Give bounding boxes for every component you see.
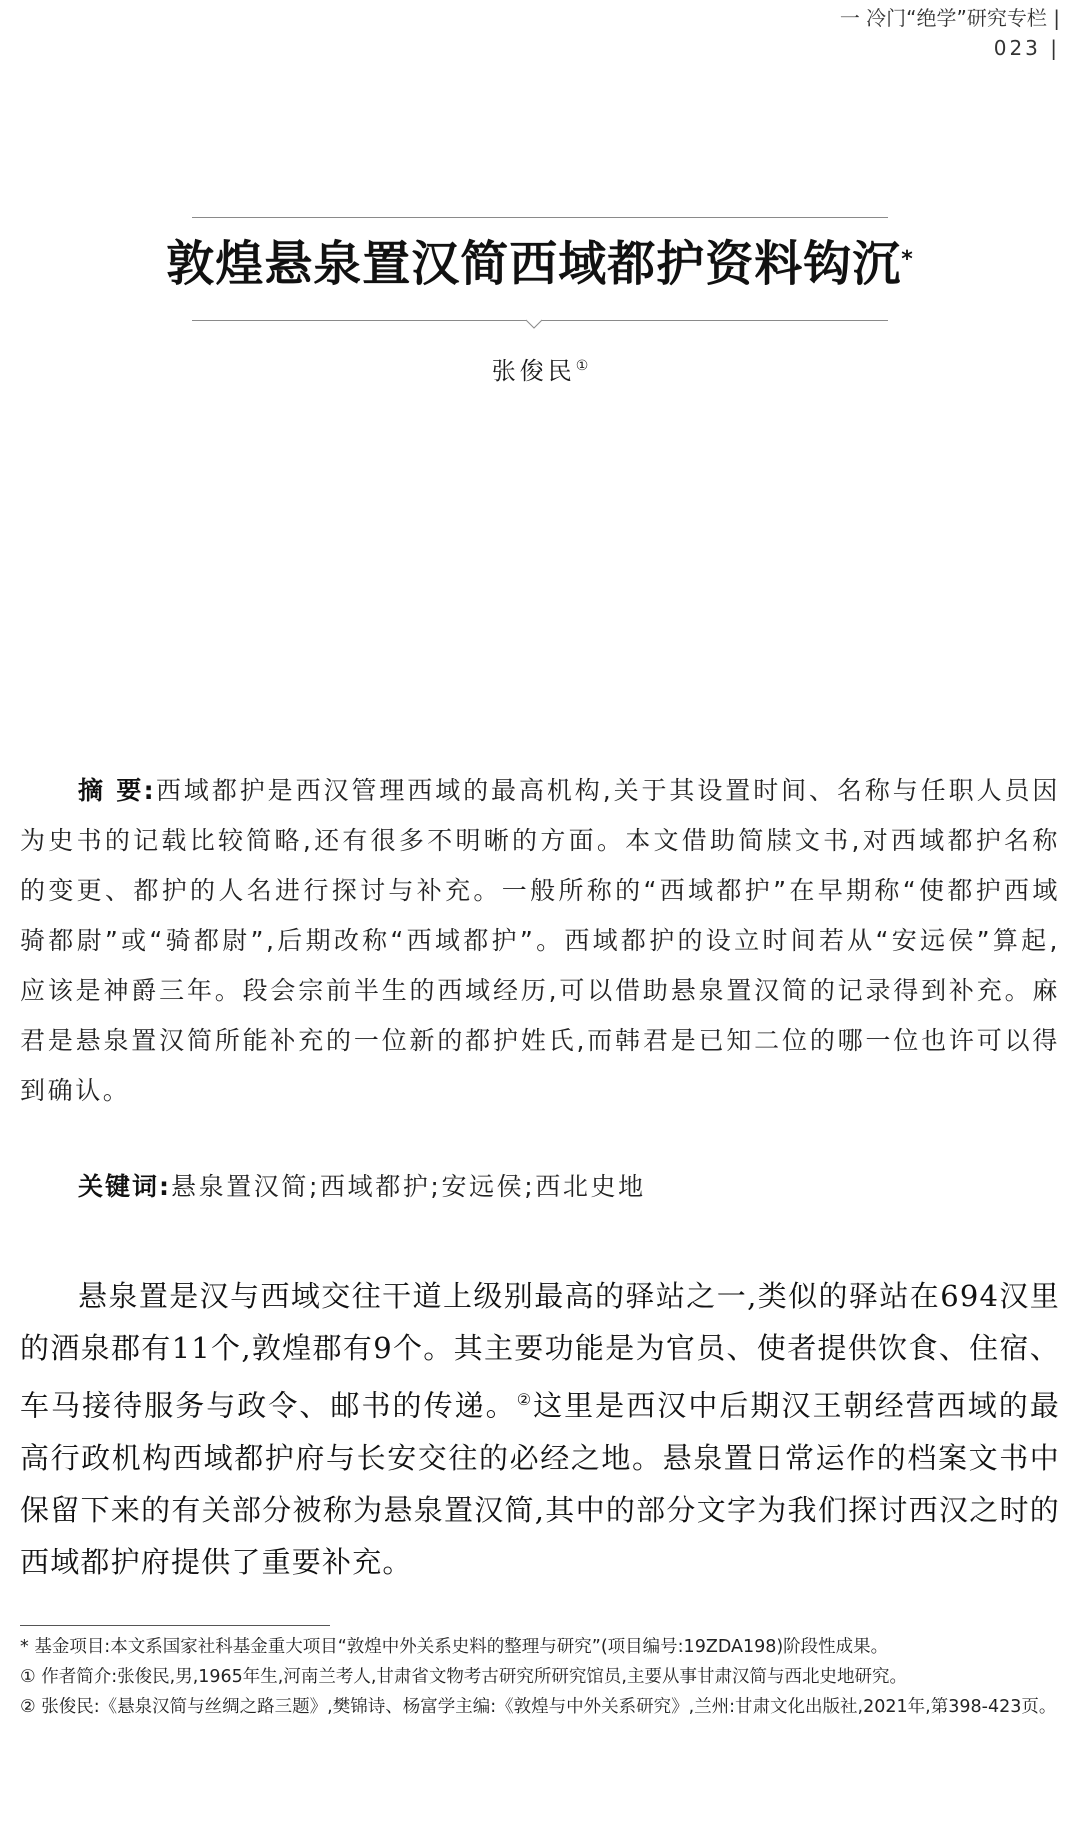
title-rule-top <box>192 217 888 218</box>
running-header: 一 冷门“绝学”研究专栏 | <box>839 6 1060 30</box>
article-title <box>0 232 1080 296</box>
author-line <box>0 350 1080 387</box>
abstract <box>20 766 1060 1116</box>
title-footnote-mark: * <box>901 247 914 272</box>
body-text-part2: 这里是西汉中后期汉王朝经营西域的最高行政机构西域都护府与长安交往的必经之地。悬泉置日常运作的档案文书中保留下来的有关部分被称为悬泉置汉简,其中的部分文字为我们探讨西汉之时的西域都护府提供了重要补充。 <box>20 1388 1060 1579</box>
body-paragraph <box>20 1270 1060 1588</box>
author-name: 张俊民 <box>491 357 576 385</box>
footnote-reference: ② 张俊民:《悬泉汉简与丝绸之路三题》,樊锦诗、杨富学主编:《敦煌与中外关系研究》,兰州:甘肃文化出版社,2021年,第398-423页。 <box>20 1697 1057 1717</box>
keywords-label: 关键词: <box>78 1172 171 1201</box>
footnote-funding: * 基金项目:本文系国家社科基金重大项目“敦煌中外关系史料的整理与研究”(项目编号:19ZDA198)阶段性成果。 <box>20 1637 889 1657</box>
article-title-text: 敦煌悬泉置汉简西域都护资料钩沉 <box>166 236 902 292</box>
title-rule-notch <box>526 314 542 330</box>
abstract-label: 摘 要: <box>78 776 156 805</box>
body-footnote-mark: ② <box>516 1390 534 1409</box>
keywords <box>20 1162 1060 1212</box>
footnotes <box>20 1632 1060 1722</box>
author-footnote-mark: ① <box>575 358 589 374</box>
body-text-part1: 悬泉置是汉与西域交往干道上级别最高的驿站之一,类似的驿站在694汉里的酒泉郡有11个,敦煌郡有9个。其主要功能是为官员、使者提供饮食、住宿、车马接待服务与政令、邮书的传递。 <box>20 1279 1060 1423</box>
keywords-text: 悬泉置汉简;西域都护;安远侯;西北史地 <box>171 1172 646 1201</box>
footnote-divider <box>20 1625 330 1626</box>
abstract-text: 西域都护是西汉管理西域的最高机构,关于其设置时间、名称与任职人员因为史书的记载比较简略,还有很多不明晰的方面。本文借助简牍文书,对西域都护名称的变更、都护的人名进行探讨与补充。一般所称的“西域都护”在早期称“使都护西域骑都尉”或“骑都尉”,后期改称“西域都护”。西域都护的设立时间若从“安远侯”算起,应该是神爵三年。段会宗前半生的西域经历,可以借助悬泉置汉简的记录得到补充。麻君是悬泉置汉简所能补充的一位新的都护姓氏,而韩君是已知二位的哪一位也许可以得到确认。 <box>20 776 1061 1105</box>
page-number: 023 | <box>993 36 1060 60</box>
footnote-author-bio: ① 作者简介:张俊民,男,1965年生,河南兰考人,甘肃省文物考古研究所研究馆员,主要从事甘肃汉简与西北史地研究。 <box>20 1667 907 1687</box>
